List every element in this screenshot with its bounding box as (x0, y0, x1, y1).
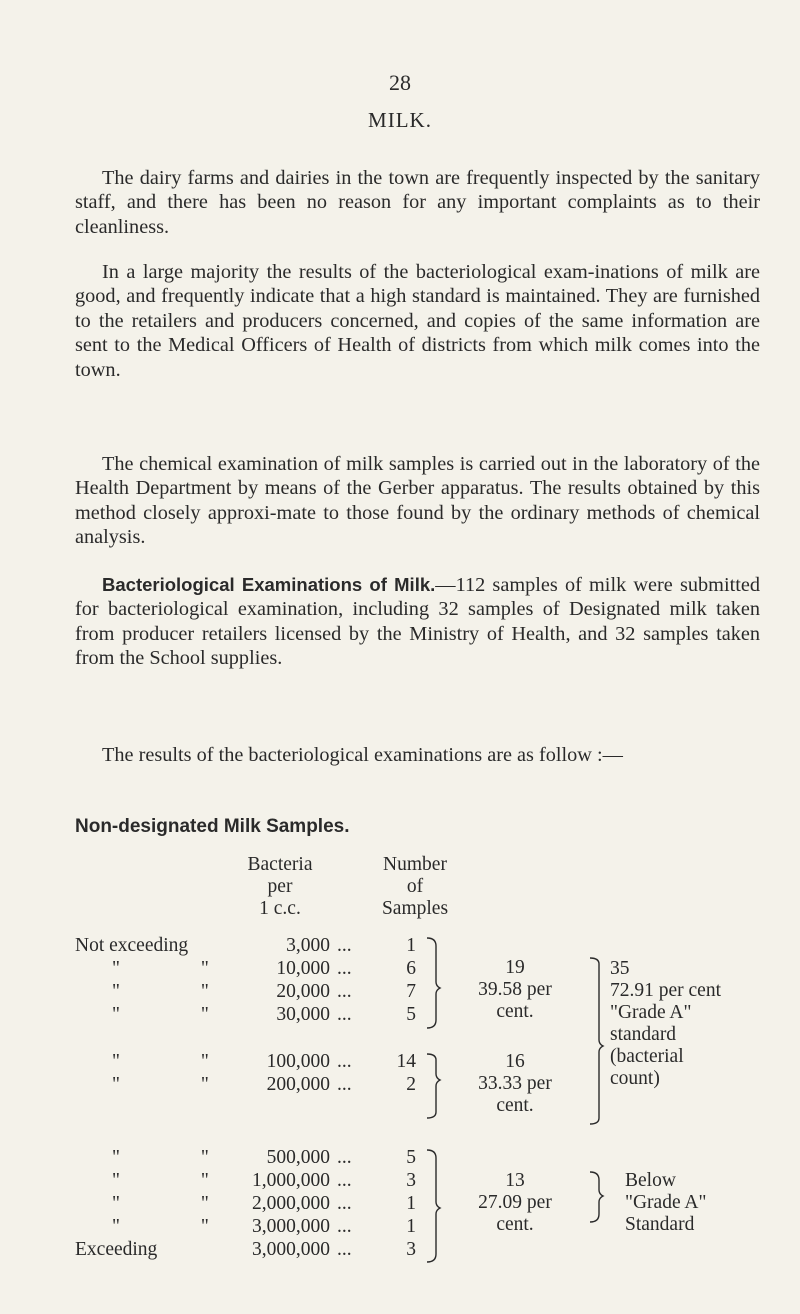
grade-note: (bacterial (610, 1046, 684, 1067)
group-count: 13 (505, 1170, 525, 1191)
paragraph-chemical-examination: The chemical examination of milk samples is carried out in the laboratory of the Health Department by means of the Gerber apparatus. The results obtained by this method closely approxi-mate to those found by the ordinary methods of chemical analysis. (75, 453, 760, 549)
bacteria-count: 3,000,000 (252, 1239, 330, 1260)
leader-dots: ... (337, 935, 352, 956)
ditto-mark: " " (112, 1170, 247, 1191)
ditto-mark: " " (112, 1074, 247, 1095)
sample-count: 1 (406, 935, 416, 956)
leader-dots: ... (337, 1074, 352, 1095)
brace-group-3 (427, 1150, 440, 1262)
bacteria-count: 500,000 (266, 1147, 330, 1168)
ditto-mark: " " (112, 1004, 247, 1025)
leader-dots: ... (337, 1216, 352, 1237)
sample-count: 5 (406, 1147, 416, 1168)
bacteria-count: 2,000,000 (252, 1193, 330, 1214)
column-header-line: Samples (381, 898, 449, 919)
leader-dots: ... (337, 1004, 352, 1025)
bacteria-count: 3,000 (286, 935, 330, 956)
sample-count: 1 (406, 1216, 416, 1237)
bacteria-count: 10,000 (276, 958, 330, 979)
group-3-summary (450, 1170, 580, 1236)
below-grade-a-summary (625, 1170, 765, 1236)
bacteria-count: 3,000,000 (252, 1216, 330, 1237)
grade-a-summary (610, 958, 770, 1090)
group-count: 19 (505, 957, 525, 978)
sample-count: 3 (406, 1170, 416, 1191)
run-in-heading: Bacteriological Examinations of Milk. (102, 574, 436, 595)
grade-label: "Grade A" (610, 1002, 692, 1023)
combined-count: 35 (610, 958, 630, 979)
group-percent: 33.33 per (478, 1073, 552, 1094)
sample-count: 1 (406, 1193, 416, 1214)
table-title: Non-designated Milk Samples. (75, 816, 350, 837)
grade-label: "Grade A" (625, 1192, 707, 1213)
bacteria-count: 1,000,000 (252, 1170, 330, 1191)
sample-count: 7 (406, 981, 416, 1002)
leader-dots: ... (337, 981, 352, 1002)
group-2-summary (450, 1051, 580, 1117)
brace-group-1 (427, 938, 440, 1028)
leader-dots: ... (337, 1239, 352, 1260)
column-header-line: 1 c.c. (259, 898, 301, 919)
brace-combined-b (590, 1172, 603, 1222)
grade-label: Below (625, 1170, 676, 1191)
group-1-summary (450, 957, 580, 1023)
leader-dots: ... (337, 958, 352, 979)
leader-dots: ... (337, 1051, 352, 1072)
row-label: Not exceeding (75, 935, 189, 956)
bacteria-count: 20,000 (276, 981, 330, 1002)
ditto-mark: " " (112, 981, 247, 1002)
group-percent-unit: cent. (496, 1001, 534, 1022)
group-percent-unit: cent. (496, 1214, 534, 1235)
grade-label: standard (610, 1024, 677, 1045)
ditto-mark: " " (112, 1147, 247, 1168)
paragraph-results-intro: The results of the bacteriological examinations are as follow :— (102, 744, 623, 766)
leader-dots: ... (337, 1170, 352, 1191)
column-header-line: Number (383, 854, 447, 875)
sample-count: 3 (406, 1239, 416, 1260)
leader-dots: ... (337, 1147, 352, 1168)
ditto-mark: " " (112, 1216, 247, 1237)
group-percent: 39.58 per (478, 979, 552, 1000)
paragraph-bacteriological-results: In a large majority the results of the bacteriological exam-inations of milk are good, and frequently indicate that a high standard is maintained. They are furnished to the retailers and producers concerned, and copies of the same information are sent to the Medical Officers of Health of districts from which milk comes into the town. (75, 261, 760, 381)
column-header-line: Bacteria (247, 854, 313, 875)
paragraph-inspection: The dairy farms and dairies in the town are frequently inspected by the sanitary staff, and there has been no reason for any important complaints as to their cleanliness. (75, 167, 760, 238)
brace-combined-a (590, 958, 603, 1124)
bacteria-count: 100,000 (266, 1051, 330, 1072)
group-percent: 27.09 per (478, 1192, 552, 1213)
ditto-mark: " " (112, 1051, 247, 1072)
page-number: 28 (389, 70, 411, 95)
group-percent-unit: cent. (496, 1095, 534, 1116)
brace-group-2 (427, 1054, 440, 1118)
grade-note: count) (610, 1068, 660, 1089)
ditto-mark: " " (112, 1193, 247, 1214)
bacteria-count: 200,000 (266, 1074, 330, 1095)
combined-percent: 72.91 per cent (610, 980, 722, 1001)
column-header-line: of (406, 876, 424, 897)
leader-dots: ... (337, 1193, 352, 1214)
ditto-mark: " " (112, 958, 247, 979)
group-count: 16 (505, 1051, 525, 1072)
sample-count: 2 (406, 1074, 416, 1095)
grade-label: Standard (625, 1214, 695, 1235)
sample-count: 5 (406, 1004, 416, 1025)
bacteria-count: 30,000 (276, 1004, 330, 1025)
sample-count: 14 (396, 1051, 416, 1072)
paragraph-body: —112 samples of milk were submitted for bacteriological examination, including 32 samples of Designated milk taken from producer retailers licensed by the Ministry of Health, and 32 samples taken from the School supplies. (75, 574, 760, 670)
row-label: Exceeding (75, 1239, 158, 1260)
sample-count: 6 (406, 958, 416, 979)
section-heading: MILK. (368, 108, 432, 132)
column-header-line: per (267, 876, 293, 897)
